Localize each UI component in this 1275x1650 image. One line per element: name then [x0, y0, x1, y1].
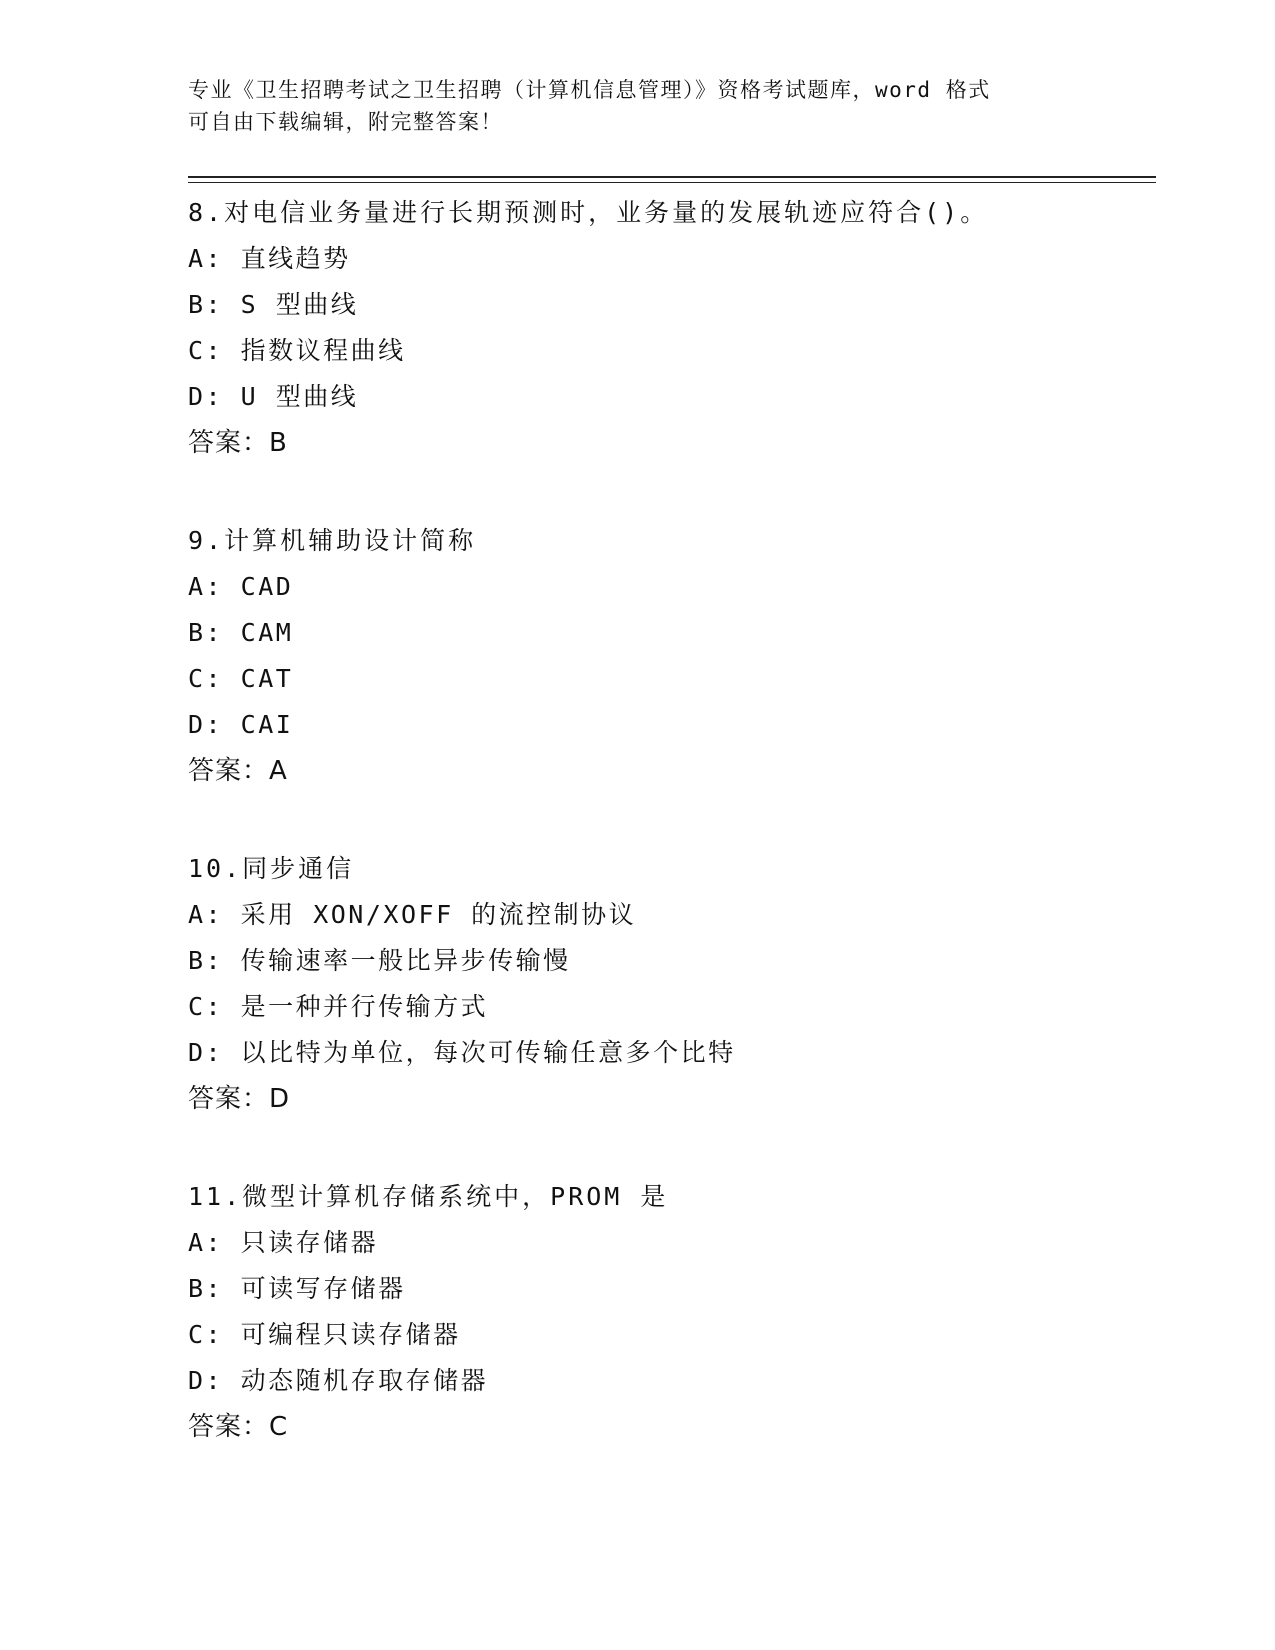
option-d: D: U 型曲线 — [188, 382, 359, 411]
option-a: A: CAD — [188, 572, 294, 601]
question-stem: 9.计算机辅助设计简称 — [188, 526, 477, 555]
option-b: B: 传输速率一般比异步传输慢 — [188, 946, 571, 975]
option-c: C: 是一种并行传输方式 — [188, 992, 489, 1021]
answer-label: 答案：A — [188, 756, 288, 786]
header-divider-thin — [188, 182, 1156, 183]
answer-label: 答案：B — [188, 428, 288, 458]
header-divider-thick — [188, 176, 1156, 178]
answer-label: 答案：C — [188, 1412, 289, 1442]
document-header — [188, 74, 1088, 138]
header-line-1: 专业《卫生招聘考试之卫生招聘（计算机信息管理）》资格考试题库，word 格式 — [188, 78, 991, 102]
question-8 — [188, 190, 1156, 466]
option-d: D: CAI — [188, 710, 294, 739]
option-c: C: 可编程只读存储器 — [188, 1320, 461, 1349]
option-d: D: 以比特为单位，每次可传输任意多个比特 — [188, 1038, 736, 1067]
option-b: B: CAM — [188, 618, 294, 647]
option-d: D: 动态随机存取存储器 — [188, 1366, 489, 1395]
header-line-2: 可自由下载编辑，附完整答案！ — [188, 110, 503, 134]
answer-label: 答案：D — [188, 1084, 291, 1114]
question-stem: 8.对电信业务量进行长期预测时，业务量的发展轨迹应符合()。 — [188, 198, 989, 227]
option-a: A: 采用 XON/XOFF 的流控制协议 — [188, 900, 637, 929]
option-a: A: 直线趋势 — [188, 244, 351, 273]
question-10 — [188, 846, 1156, 1122]
question-stem: 11.微型计算机存储系统中，PROM 是 — [188, 1182, 669, 1211]
option-c: C: CAT — [188, 664, 294, 693]
option-a: A: 只读存储器 — [188, 1228, 379, 1257]
option-b: B: 可读写存储器 — [188, 1274, 406, 1303]
question-9 — [188, 518, 1156, 794]
option-c: C: 指数议程曲线 — [188, 336, 406, 365]
question-11 — [188, 1174, 1156, 1450]
question-list — [188, 190, 1156, 1502]
question-stem: 10.同步通信 — [188, 854, 355, 883]
option-b: B: S 型曲线 — [188, 290, 359, 319]
